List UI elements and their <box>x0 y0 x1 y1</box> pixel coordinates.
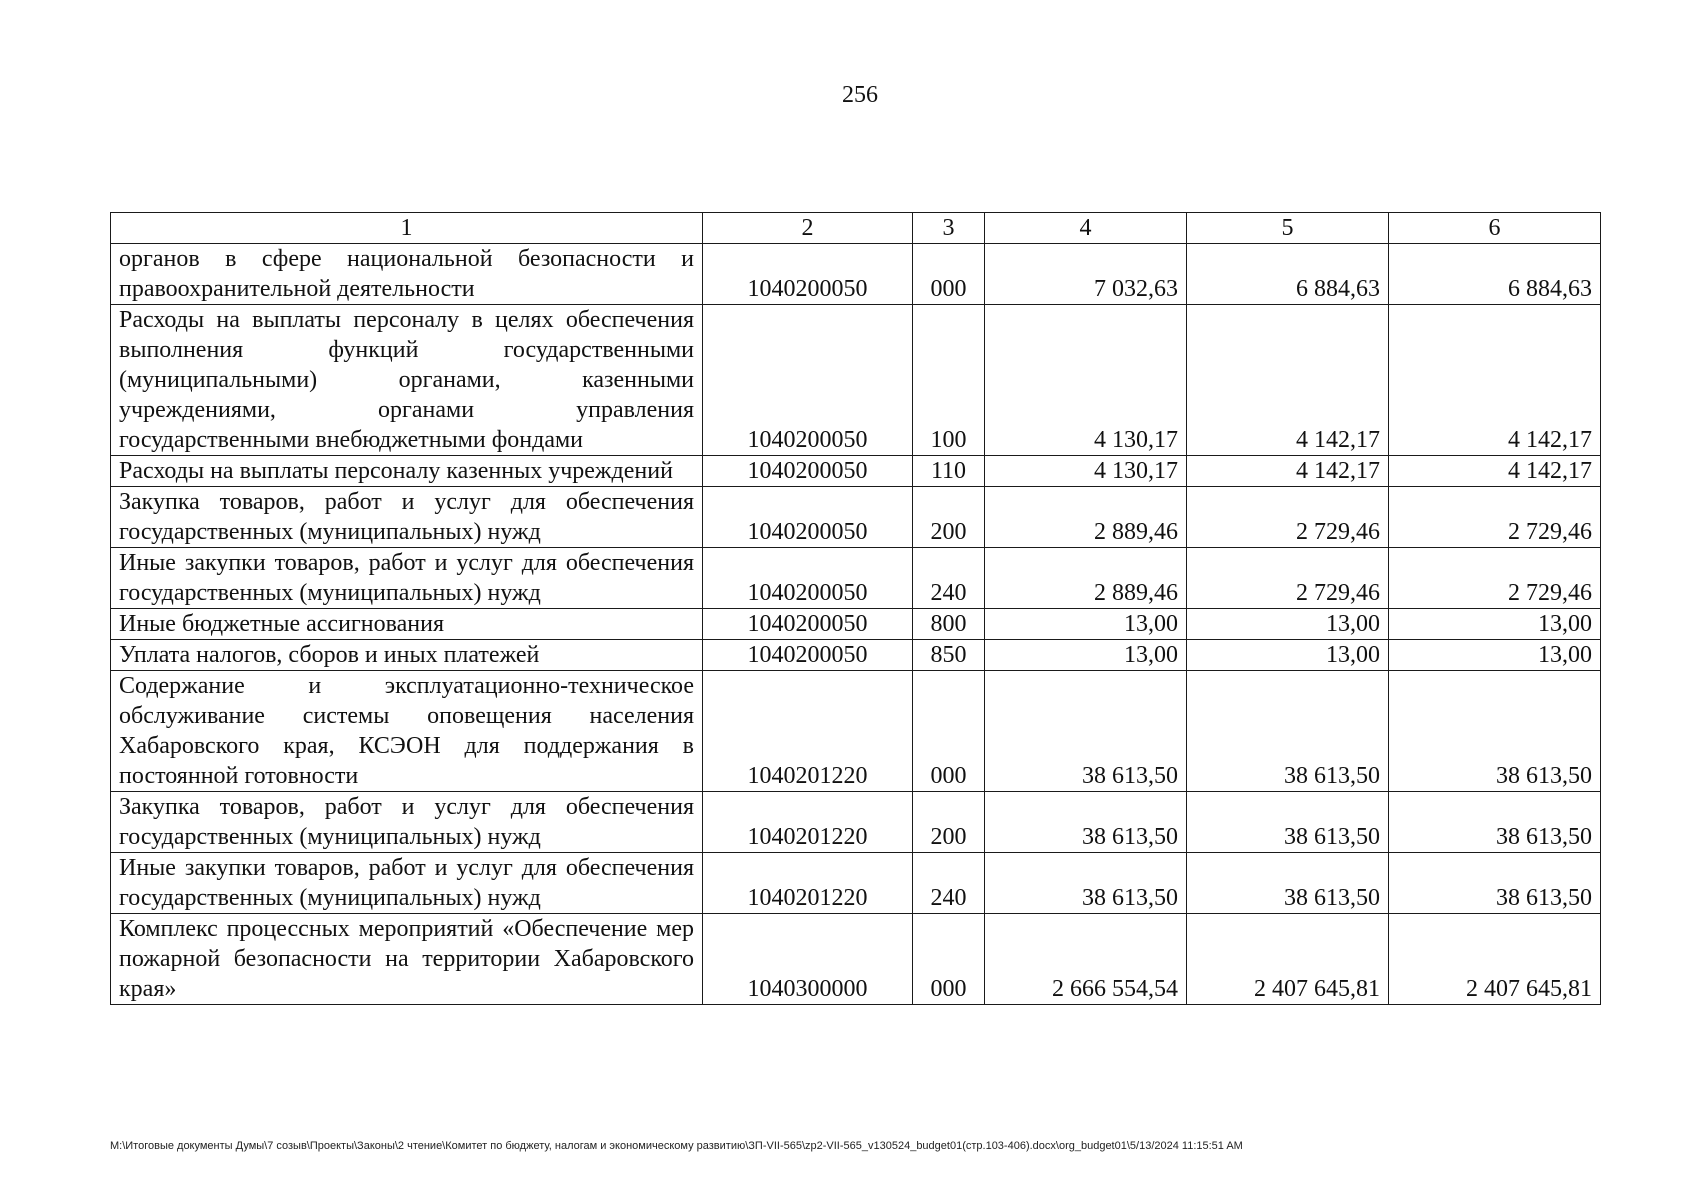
row-amount-col6: 38 613,50 <box>1389 792 1601 853</box>
row-amount-col4: 38 613,50 <box>985 792 1187 853</box>
row-amount-col5: 13,00 <box>1187 640 1389 671</box>
row-amount-col5: 6 884,63 <box>1187 244 1389 305</box>
column-header-2: 2 <box>703 213 913 244</box>
column-header-6: 6 <box>1389 213 1601 244</box>
row-amount-col4: 7 032,63 <box>985 244 1187 305</box>
budget-table <box>110 212 1601 1005</box>
row-amount-col4: 2 889,46 <box>985 548 1187 609</box>
row-expense-type: 800 <box>913 609 985 640</box>
row-amount-col4: 2 889,46 <box>985 487 1187 548</box>
row-amount-col4: 38 613,50 <box>985 671 1187 792</box>
table-row <box>111 640 1601 671</box>
row-description: Иные закупки товаров, работ и услуг для обеспечения государственных (муниципальных) нужд <box>111 548 703 609</box>
row-target-code: 1040201220 <box>703 792 913 853</box>
row-expense-type: 200 <box>913 792 985 853</box>
row-amount-col5: 4 142,17 <box>1187 305 1389 456</box>
row-expense-type: 240 <box>913 548 985 609</box>
table-row <box>111 671 1601 792</box>
row-amount-col5: 38 613,50 <box>1187 671 1389 792</box>
table-row <box>111 914 1601 1005</box>
row-amount-col6: 4 142,17 <box>1389 456 1601 487</box>
row-description: Комплекс процессных мероприятий «Обеспечение мер пожарной безопасности на территории Хабаровского края» <box>111 914 703 1005</box>
row-amount-col6: 6 884,63 <box>1389 244 1601 305</box>
column-header-5: 5 <box>1187 213 1389 244</box>
row-amount-col6: 4 142,17 <box>1389 305 1601 456</box>
row-description: Закупка товаров, работ и услуг для обеспечения государственных (муниципальных) нужд <box>111 487 703 548</box>
row-description: Расходы на выплаты персоналу в целях обеспечения выполнения функций государственными (муниципальными) органами, казенными учреждениями, органами управления государственными внебюджетными фондами <box>111 305 703 456</box>
row-amount-col6: 2 729,46 <box>1389 548 1601 609</box>
row-description: Иные закупки товаров, работ и услуг для обеспечения государственных (муниципальных) нужд <box>111 853 703 914</box>
page-number: 256 <box>842 82 878 108</box>
row-amount-col4: 4 130,17 <box>985 305 1187 456</box>
row-expense-type: 000 <box>913 671 985 792</box>
row-amount-col6: 2 407 645,81 <box>1389 914 1601 1005</box>
table-row <box>111 456 1601 487</box>
row-amount-col5: 13,00 <box>1187 609 1389 640</box>
document-path-footer: М:\Итоговые документы Думы\7 созыв\Проекты\Законы\2 чтение\Комитет по бюджету, налогам и экономическому развитию\ЗП-VII-565\zp2-VII-565_v130524_budget01(стр.103-406).docx\org_budget01\5/13/2024 11:15:51 AM <box>110 1140 1243 1152</box>
row-amount-col4: 13,00 <box>985 640 1187 671</box>
table-row <box>111 487 1601 548</box>
table-header-row <box>111 213 1601 244</box>
column-header-4: 4 <box>985 213 1187 244</box>
table-row <box>111 853 1601 914</box>
row-description: органов в сфере национальной безопасности и правоохранительной деятельности <box>111 244 703 305</box>
table-row <box>111 609 1601 640</box>
row-target-code: 1040200050 <box>703 456 913 487</box>
row-expense-type: 240 <box>913 853 985 914</box>
table-row <box>111 244 1601 305</box>
row-description: Содержание и эксплуатационно-техническое обслуживание системы оповещения населения Хабаровского края, КСЭОН для поддержания в постоянной готовности <box>111 671 703 792</box>
row-description: Уплата налогов, сборов и иных платежей <box>111 640 703 671</box>
row-expense-type: 100 <box>913 305 985 456</box>
row-amount-col5: 38 613,50 <box>1187 853 1389 914</box>
column-header-3: 3 <box>913 213 985 244</box>
row-amount-col4: 2 666 554,54 <box>985 914 1187 1005</box>
row-expense-type: 850 <box>913 640 985 671</box>
table-row <box>111 305 1601 456</box>
row-amount-col4: 13,00 <box>985 609 1187 640</box>
table-row <box>111 792 1601 853</box>
row-description: Закупка товаров, работ и услуг для обеспечения государственных (муниципальных) нужд <box>111 792 703 853</box>
column-header-1: 1 <box>111 213 703 244</box>
row-target-code: 1040201220 <box>703 853 913 914</box>
row-amount-col6: 38 613,50 <box>1389 853 1601 914</box>
row-description: Иные бюджетные ассигнования <box>111 609 703 640</box>
row-amount-col5: 4 142,17 <box>1187 456 1389 487</box>
row-target-code: 1040200050 <box>703 487 913 548</box>
row-amount-col5: 2 729,46 <box>1187 548 1389 609</box>
table-row <box>111 548 1601 609</box>
row-expense-type: 000 <box>913 914 985 1005</box>
row-target-code: 1040201220 <box>703 671 913 792</box>
row-amount-col6: 13,00 <box>1389 609 1601 640</box>
row-amount-col5: 2 729,46 <box>1187 487 1389 548</box>
row-amount-col6: 13,00 <box>1389 640 1601 671</box>
row-expense-type: 110 <box>913 456 985 487</box>
row-target-code: 1040200050 <box>703 305 913 456</box>
row-target-code: 1040200050 <box>703 640 913 671</box>
row-description: Расходы на выплаты персоналу казенных учреждений <box>111 456 703 487</box>
row-target-code: 1040300000 <box>703 914 913 1005</box>
row-amount-col5: 2 407 645,81 <box>1187 914 1389 1005</box>
row-amount-col4: 4 130,17 <box>985 456 1187 487</box>
row-target-code: 1040200050 <box>703 548 913 609</box>
row-amount-col4: 38 613,50 <box>985 853 1187 914</box>
row-amount-col6: 2 729,46 <box>1389 487 1601 548</box>
row-amount-col6: 38 613,50 <box>1389 671 1601 792</box>
row-target-code: 1040200050 <box>703 609 913 640</box>
row-amount-col5: 38 613,50 <box>1187 792 1389 853</box>
row-target-code: 1040200050 <box>703 244 913 305</box>
row-expense-type: 200 <box>913 487 985 548</box>
row-expense-type: 000 <box>913 244 985 305</box>
